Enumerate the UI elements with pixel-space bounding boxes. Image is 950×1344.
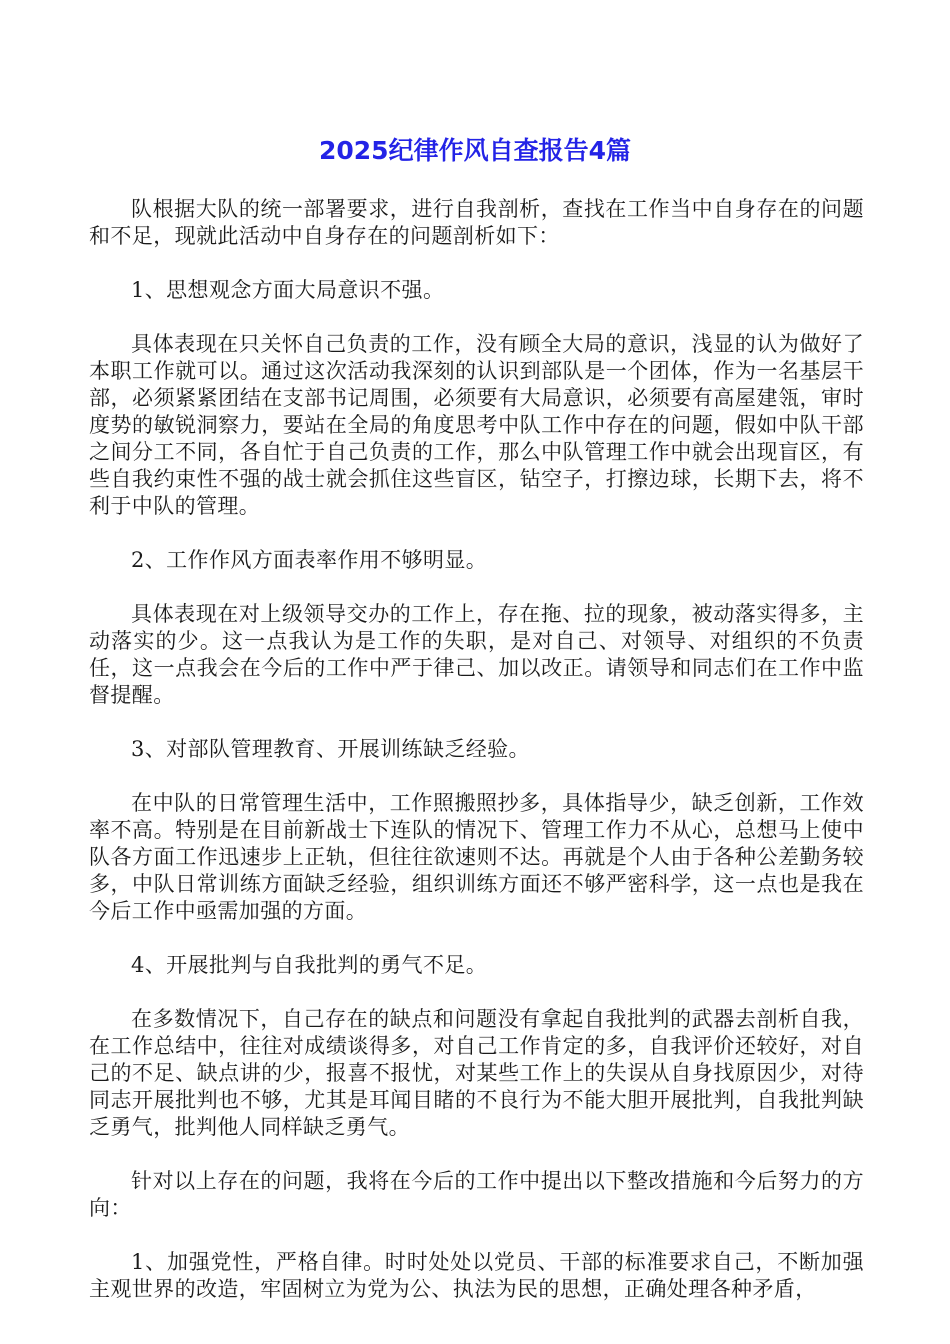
- paragraph-measure-1: 1、加强党性，严格自律。时时处处以党员、干部的标准要求自己，不断加强主观世界的改造，牢固树立为党为公、执法为民的思想，正确处理各种矛盾，: [89, 1250, 864, 1301]
- paragraph-heading-3: 3、对部队管理教育、开展训练缺乏经验。: [131, 737, 530, 761]
- paragraph-body-4: 在多数情况下，自己存在的缺点和问题没有拿起自我批判的武器去剖析自我，在工作总结中，往往对成绩谈得多，对自己工作肯定的多，自我评价还较好，对自己的不足、缺点讲的少，报喜不报忧，对某些工作上的失误从自身找原因少，对待同志开展批判也不够，尤其是耳闻目睹的不良行为不能大胆开展批判，自我批判缺乏勇气，批判他人同样缺乏勇气。: [89, 1007, 864, 1139]
- paragraph-heading-2: 2、工作作风方面表率作用不够明显。: [131, 548, 488, 572]
- paragraph-body-2: 具体表现在对上级领导交办的工作上，存在拖、拉的现象，被动落实得多，主动落实的少。这一点我认为是工作的失职，是对自己、对领导、对组织的不负责任，这一点我会在今后的工作中严于律己、加以改正。请领导和同志们在工作中监督提醒。: [89, 602, 864, 707]
- paragraph-body-1: 具体表现在只关怀自己负责的工作，没有顾全大局的意识，浅显的认为做好了本职工作就可以。通过这次活动我深刻的认识到部队是一个团体，作为一名基层干部，必须紧紧团结在支部书记周围，必须要有大局意识，必须要有高屋建瓴，审时度势的敏锐洞察力，要站在全局的角度思考中队工作中存在的问题，假如中队干部之间分工不同，各自忙于自己负责的工作，那么中队管理工作中就会出现盲区，有些自我约束性不强的战士就会抓住这些盲区，钻空子，打擦边球，长期下去，将不利于中队的管理。: [89, 332, 864, 518]
- document-title: 2025纪律作风自查报告4篇: [319, 136, 631, 165]
- paragraph-body-3: 在中队的日常管理生活中，工作照搬照抄多，具体指导少，缺乏创新，工作效率不高。特别是在目前新战士下连队的情况下、管理工作力不从心，总想马上使中队各方面工作迅速步上正轨，但往往欲速则不达。再就是个人由于各种公差勤务较多，中队日常训练方面缺乏经验，组织训练方面还不够严密科学，这一点也是我在今后工作中亟需加强的方面。: [89, 791, 864, 923]
- paragraph-heading-1: 1、思想观念方面大局意识不强。: [131, 278, 445, 302]
- paragraph-measures-intro: 针对以上存在的问题，我将在今后的工作中提出以下整改措施和今后努力的方向：: [89, 1169, 864, 1220]
- paragraph-intro: 队根据大队的统一部署要求，进行自我剖析，查找在工作当中自身存在的问题和不足，现就此活动中自身存在的问题剖析如下：: [89, 197, 864, 248]
- paragraph-heading-4: 4、开展批判与自我批判的勇气不足。: [131, 953, 488, 977]
- document-body: [89, 196, 864, 1330]
